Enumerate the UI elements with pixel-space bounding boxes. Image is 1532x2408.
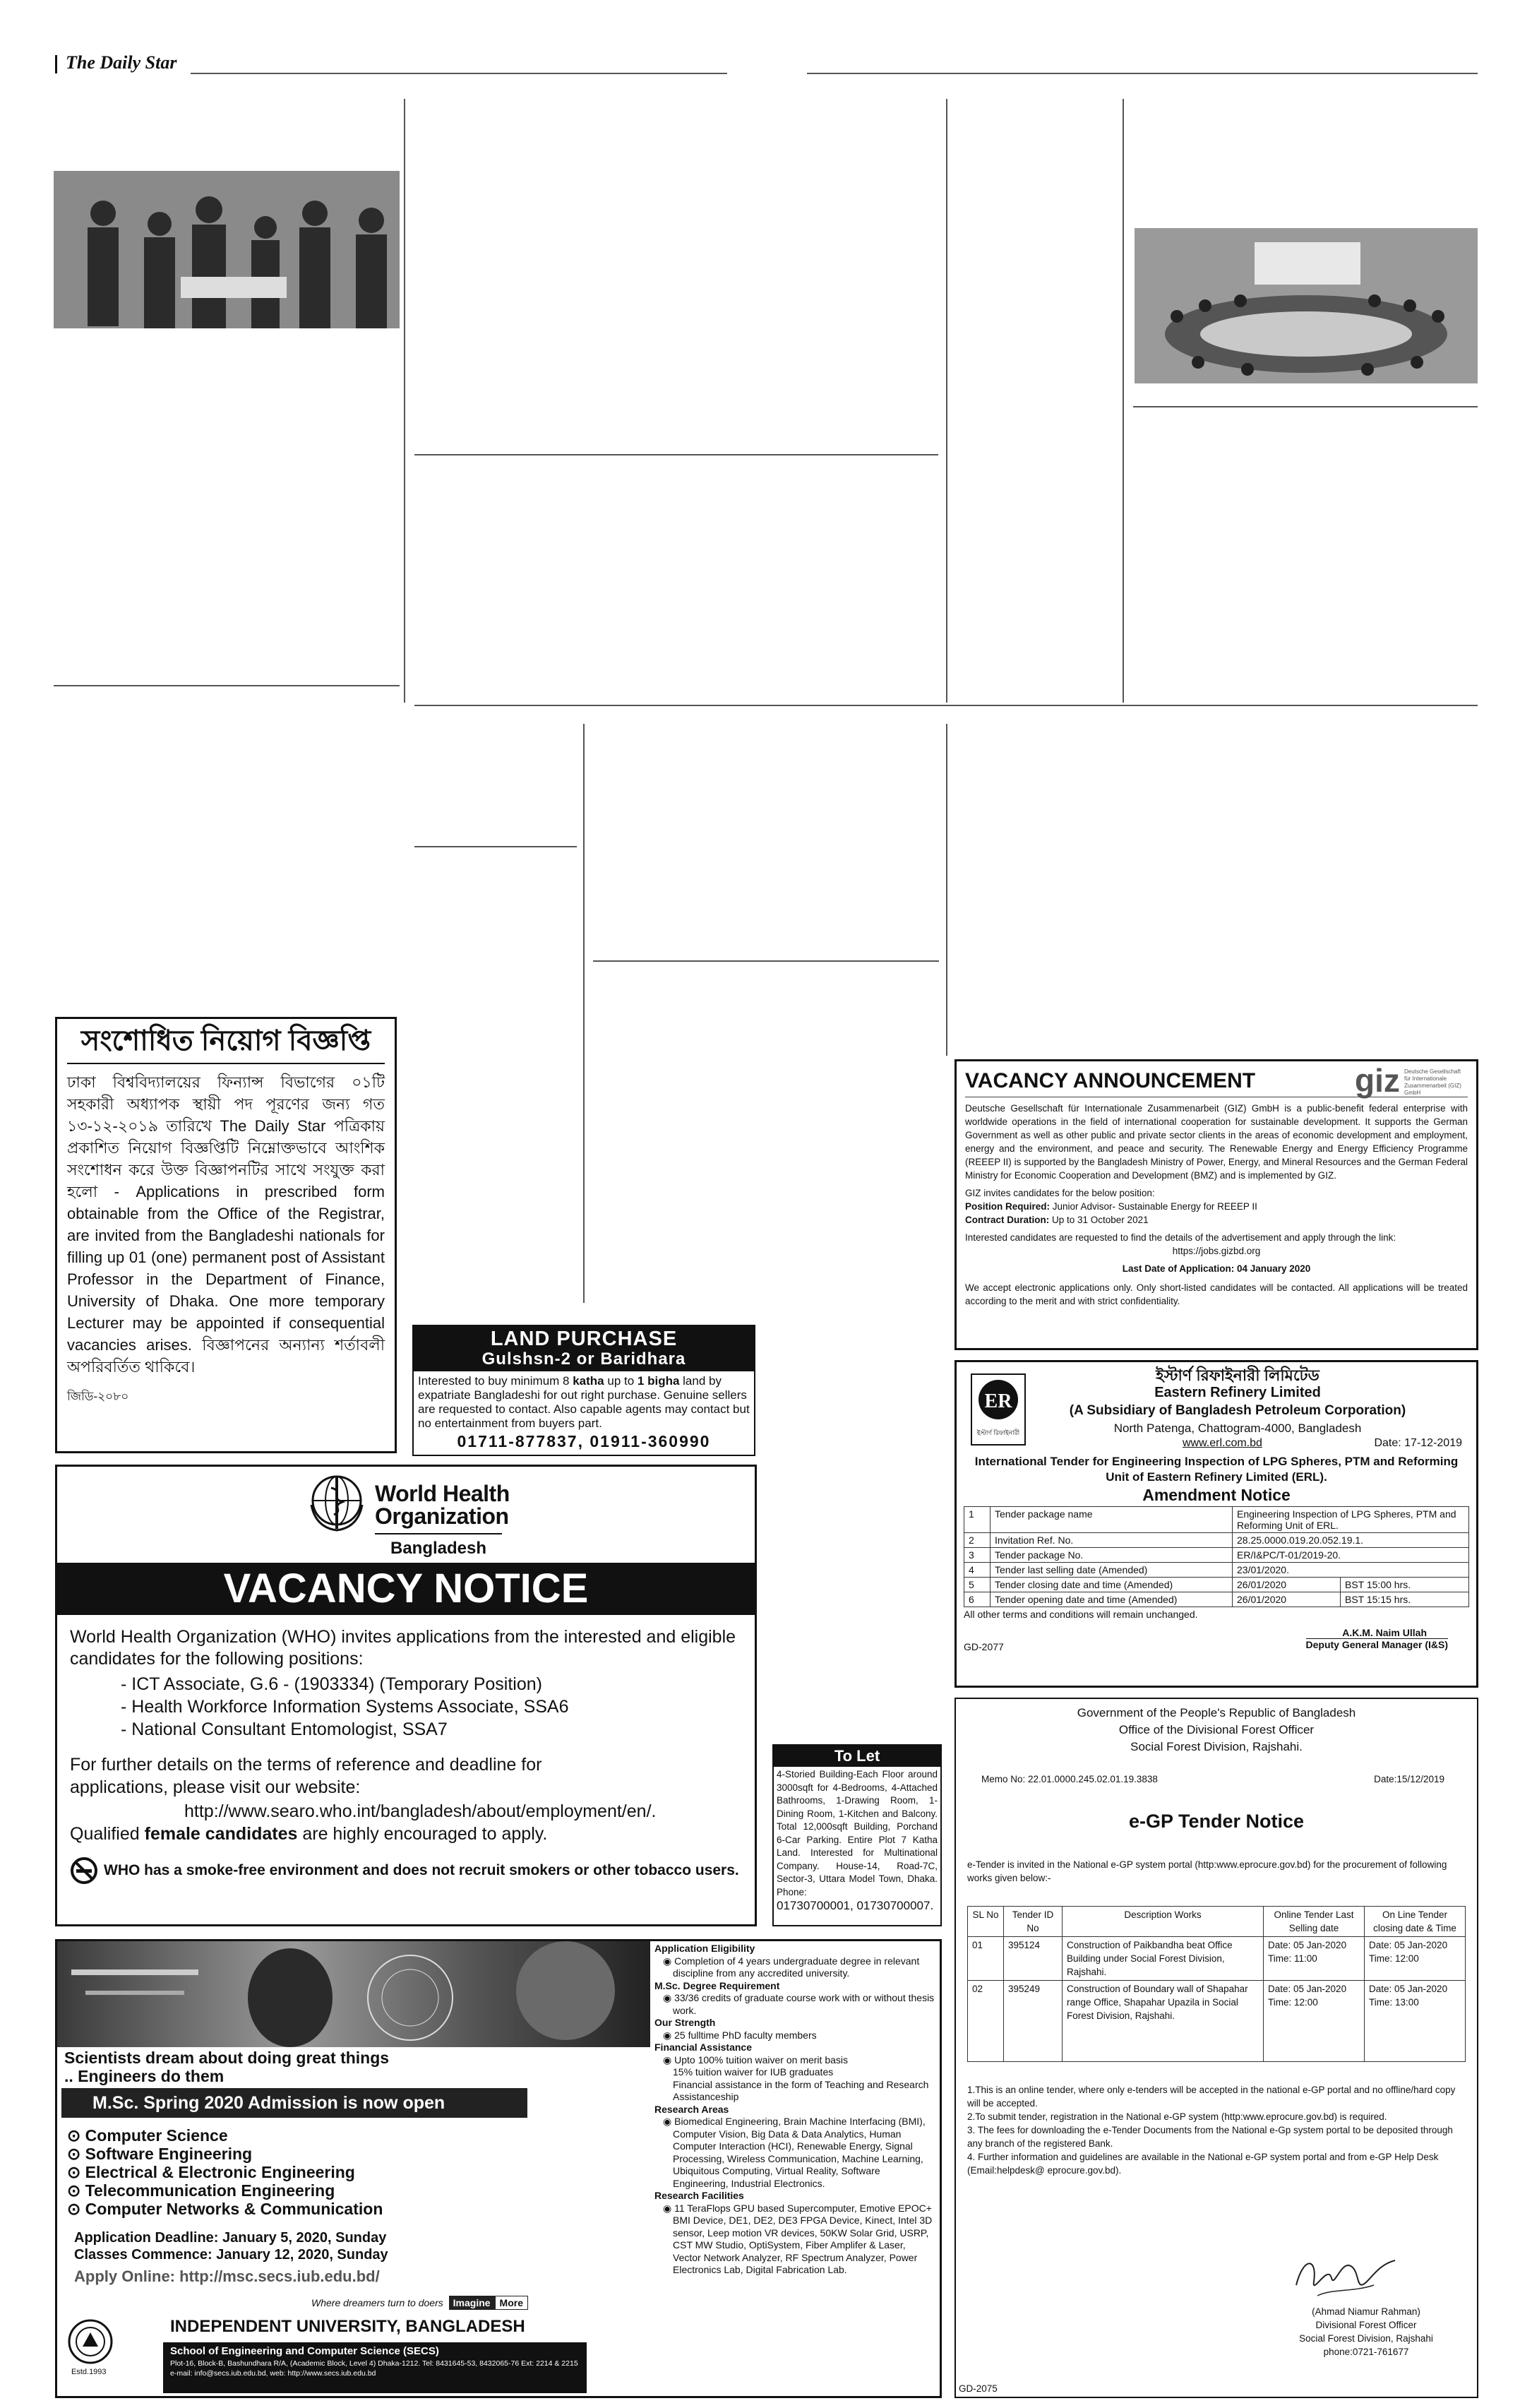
land-ad-phones: 01711-877837, 01911-360990 bbox=[457, 1432, 711, 1450]
iub-program: ⊙ Computer Networks & Communication bbox=[67, 2200, 383, 2218]
table-header-row: SL No Tender ID No Description Works Online Tender Last Selling date On Line Tender closing date & Time bbox=[968, 1907, 1466, 1937]
iub-program: ⊙ Telecommunication Engineering bbox=[67, 2181, 335, 2200]
erl-ref: GD-2077 bbox=[964, 1641, 1004, 1652]
who-position: - Health Workforce Information Systems Associate, SSA6 bbox=[121, 1697, 569, 1717]
signature-icon bbox=[1289, 2243, 1402, 2306]
table-row: 2 Invitation Ref. No. 28.25.0000.019.20.052.19.1. bbox=[964, 1533, 1469, 1548]
iub-program: ⊙ Electrical & Electronic Engineering bbox=[67, 2163, 355, 2181]
bullet-icon: ⊙ bbox=[67, 2145, 85, 2163]
iub-section: M.Sc. Degree Requirement ◉ 33/36 credits of graduate course work with or without thesis work. bbox=[654, 1979, 935, 2016]
bullet-icon: ◉ bbox=[663, 2029, 675, 2041]
giz-position: Position Required: Junior Advisor- Sustainable Energy for REEEP II bbox=[965, 1201, 1257, 1212]
bullet-icon: ⊙ bbox=[67, 2126, 85, 2145]
giz-duration: Contract Duration: Up to 31 October 2021 bbox=[965, 1215, 1149, 1225]
giz-logo: giz bbox=[1355, 1062, 1400, 1099]
column-divider bbox=[946, 99, 947, 703]
news-photo bbox=[54, 171, 400, 328]
iub-program: ⊙ Software Engineering bbox=[67, 2145, 253, 2163]
iub-address: Plot-16, Block-B, Bashundhara R/A, (Academic Block, Level 4) Dhaka-1212. Tel: 8431645-53, 8432065-76 Ext: 2214 & 2215 e-mail: info@secs.iub.edu.bd, web: http://www.secs.iub.edu.bd bbox=[170, 2359, 578, 2378]
iub-programs bbox=[67, 2126, 383, 2218]
forest-note: 2.To submit tender, registration in the National e-GP system (http:www.eprocure.gov.bd) is required. bbox=[967, 2111, 1387, 2122]
who-url[interactable]: http://www.searo.who.int/bangladesh/about/employment/en/. bbox=[184, 1801, 657, 1821]
erl-header bbox=[1006, 1366, 1469, 1437]
land-ad-subtitle: Gulshsn-2 or Baridhara bbox=[481, 1349, 686, 1369]
erl-logo-icon bbox=[974, 1375, 1023, 1424]
tolet-phones: 01730700001, 01730700007. bbox=[777, 1899, 934, 1912]
iub-logo-icon bbox=[67, 2318, 114, 2365]
erl-notice bbox=[954, 1360, 1478, 1688]
table-row: 4 Tender last selling date (Amended) 23/01/2020. bbox=[964, 1563, 1469, 1578]
who-positions bbox=[121, 1673, 569, 1741]
forest-memo: Memo No: 22.01.0000.245.02.01.19.3838 bbox=[981, 1774, 1158, 1784]
iub-university: INDEPENDENT UNIVERSITY, BANGLADESH bbox=[170, 2317, 525, 2336]
giz-last-date: Last Date of Application: 04 January 2020 bbox=[1122, 1263, 1311, 1274]
who-qualified: Qualified female candidates are highly encouraged to apply. bbox=[70, 1824, 548, 1844]
erl-logo: ER ইস্টার্ণ রিফাইনারী bbox=[971, 1373, 1026, 1446]
iub-hero-graphic-icon bbox=[57, 1941, 650, 2047]
who-banner: VACANCY NOTICE bbox=[57, 1563, 755, 1615]
who-position: - National Consultant Entomologist, SSA7 bbox=[121, 1719, 448, 1739]
header-rule-right bbox=[807, 73, 1478, 74]
column-divider bbox=[404, 99, 405, 703]
iub-imagine: Imagine bbox=[449, 2296, 495, 2310]
photo-people-icon bbox=[54, 171, 400, 328]
forest-intro: e-Tender is invited in the National e-GP system portal (http:www.eprocure.gov.bd) for the procurement of following works given below:- bbox=[967, 1859, 1447, 1883]
giz-logo-sub: Deutsche Gesellschaft für Internationale Zusammenarbeit (GIZ) GmbH bbox=[1404, 1068, 1461, 1096]
erl-amendment-title: Amendment Notice bbox=[1142, 1486, 1291, 1504]
news-photo bbox=[1135, 228, 1478, 383]
iub-tagline: Scientists dream about doing great things .. Engineers do them bbox=[64, 2049, 390, 2085]
bullet-icon: ⊙ bbox=[67, 2163, 85, 2181]
iub-slogan: Where dreamers turn to doers Imagine More bbox=[311, 2297, 528, 2308]
who-logo-icon bbox=[304, 1472, 369, 1533]
iub-section: Financial Assistance ◉ Upto 100% tuition waiver on merit basis 15% tuition waiver for IUB graduates Financial assistance in the form of Teaching and Research Assistanceship bbox=[654, 2042, 929, 2102]
erl-name: Eastern Refinery Limited bbox=[1154, 1385, 1321, 1400]
erl-table bbox=[964, 1506, 1469, 1607]
land-ad-title: LAND PURCHASE bbox=[490, 1328, 678, 1350]
tolet-title: To Let bbox=[774, 1746, 940, 1767]
erl-date: Date: 17-12-2019 bbox=[1374, 1437, 1462, 1449]
bullet-icon: ⊙ bbox=[67, 2200, 85, 2218]
iub-section: Our Strength ◉ 25 fulltime PhD faculty members bbox=[654, 2017, 817, 2041]
iub-school: School of Engineering and Computer Science (SECS) bbox=[170, 2345, 439, 2357]
erl-signer: A.K.M. Naim Ullah bbox=[1342, 1627, 1427, 1638]
bullet-icon: ◉ bbox=[663, 2116, 675, 2127]
giz-interested: Interested candidates are requested to find the details of the advertisement and apply through the link: bbox=[965, 1232, 1396, 1243]
du-notice-title: সংশোধিত নিয়োগ বিজ্ঞপ্তি bbox=[67, 1023, 385, 1064]
giz-link[interactable]: https://jobs.gizbd.org bbox=[1172, 1246, 1261, 1256]
land-ad bbox=[412, 1325, 755, 1456]
section-rule bbox=[54, 685, 400, 686]
bullet-icon: ◉ bbox=[663, 1955, 675, 1967]
forest-notes bbox=[967, 2083, 1466, 2177]
column-divider bbox=[1123, 99, 1124, 703]
iub-apply-link[interactable]: Apply Online: http://msc.secs.iub.edu.bd/ bbox=[74, 2267, 380, 2285]
giz-invites: GIZ invites candidates for the below position: bbox=[965, 1188, 1155, 1198]
giz-footer: We accept electronic applications only. Only short-listed candidates will be contacted. All applications will be treated according to the merit and with strict confidentiality. bbox=[965, 1282, 1468, 1306]
iub-admission-banner: M.Sc. Spring 2020 Admission is now open bbox=[61, 2088, 527, 2118]
forest-title: e-GP Tender Notice bbox=[1128, 1811, 1305, 1832]
forest-tender bbox=[954, 1698, 1478, 2398]
tolet-body: 4-Storied Building-Each Floor around 3000sqft for 4-Bedrooms, 4-Attached Bathrooms, 1-Drawing Room, 1-Dining Room, 1-Kitchen and Balcony. Total 12,000sqft Building, Porchand 6-Car Parking. Entire Plot 7 Katha Land. Interested for Multinational Company. House-14, Road-7C, Sector-3, Uttara Model Town, Dhaka. Phone: bbox=[777, 1769, 938, 1897]
iub-ad bbox=[55, 1939, 942, 2398]
iub-program: ⊙ Computer Science bbox=[67, 2126, 228, 2145]
who-details: For further details on the terms of reference and deadline for applications, please visit our website: bbox=[70, 1755, 542, 1797]
iub-section: Research Areas ◉ Biomedical Engineering, Brain Machine Interfacing (BMI), Computer Vision, Big Data & Data Analytics, Human Computer Interaction (HCI), Renewable Energy, Signal Processing, Wireless Communication, Machine Learning, Ubiquitous Computing, Virtual Reality, Software Engineering, Industrial Electronics. bbox=[654, 2103, 926, 2189]
photo-conference-icon bbox=[1135, 228, 1478, 383]
du-notice-bn-outro: বিজ্ঞাপনের অন্যান্য শর্তাবলী অপরিবর্তিত থাকিবে। bbox=[67, 1336, 385, 1376]
table-row: 3 Tender package No. ER/I&PC/T-01/2019-20. bbox=[964, 1548, 1469, 1563]
table-row: 01 395124 Construction of Paikbandha beat Office Building under Social Forest Division, Rajshahi. Date: 05 Jan-2020 Time: 11:00 Date: 05 Jan-2020 Time: 12:00 bbox=[968, 1937, 1466, 1981]
du-notice-en-body: Applications in prescribed form obtainable from the Office of the Registrar, are invited from the Bangladeshi nationals for filling up 01 (one) permanent post of Assistant Professor in the Department of Finance, University of Dhaka. One more temporary Lecturer may be appointed if consequential vacancies arises. bbox=[67, 1183, 385, 1354]
iub-dates: Application Deadline: January 5, 2020, Sunday Classes Commence: January 12, 2020, Sunday bbox=[74, 2230, 388, 2263]
iub-section: Application Eligibility ◉ Completion of 4 years undergraduate degree in relevant discipline from any accredited university. bbox=[654, 1943, 920, 1979]
who-position: - ICT Associate, G.6 - (1903334) (Temporary Position) bbox=[121, 1674, 542, 1694]
bullet-icon: ◉ bbox=[663, 1992, 675, 2003]
forest-table bbox=[967, 1906, 1466, 2062]
table-row: 1 Tender package name Engineering Inspection of LPG Spheres, PTM and Reforming Unit of ERL. bbox=[964, 1507, 1469, 1533]
column-divider bbox=[946, 724, 947, 1056]
who-vacancy bbox=[55, 1465, 757, 1926]
forest-note: 3. The fees for downloading the e-Tender Documents from the National e-Gp system portal to be deposited through any branch of the registered Bank. bbox=[967, 2125, 1453, 2149]
iub-more: More bbox=[495, 2296, 528, 2310]
forest-date: Date:15/12/2019 bbox=[1374, 1774, 1444, 1784]
erl-other-terms: All other terms and conditions will remain unchanged. bbox=[964, 1609, 1198, 1620]
header-rule-left bbox=[191, 73, 727, 74]
du-notice-body bbox=[67, 1071, 385, 1378]
giz-header bbox=[965, 1062, 1468, 1099]
iub-section: Research Facilities ◉ 11 TeraFlops GPU based Supercomputer, Emotive EPOC+ BMI Device, DE1, DE2, DE3 FPGA Device, Kinect, Intel 3D sensor, Leep motion VR devices, 50KW Solar Grid, USRP, CST MW Studio, OptiSystem, Fiber Amplifer & Laser, Vector Network Analyzer, RF Spectrum Analyzer, Power Electronics Lab, Digital Fabrication Lab. bbox=[654, 2190, 933, 2275]
bullet-icon: ◉ bbox=[663, 2202, 675, 2214]
iub-estd: Estd.1993 bbox=[71, 2368, 107, 2376]
du-notice-bn-intro: ঢাকা বিশ্ববিদ্যালয়ের ফিন্যান্স বিভাগের ০১টি সহকারী অধ্যাপক স্থায়ী পদ পূরণের জন্য গত ১৩-১২-২০১৯ তারিখে The Daily Star পত্রিকায় প্রকাশিত নিয়োগ বিজ্ঞপ্তিটি নিম্নোক্তভাবে আংশিক সংশোধন করে উক্ত বিজ্ঞাপনটির সাথে সংযুক্ত করা হলো - bbox=[67, 1073, 385, 1200]
land-ad-body: Interested to buy minimum 8 katha up to 1 bigha land by expatriate Bangladeshi for out right purchase. Genuine sellers are requested to contact. Also capable agents may contact but no entertainment from buyers part. bbox=[418, 1374, 750, 1430]
section-rule bbox=[414, 454, 938, 455]
forest-ref: GD-2075 bbox=[959, 2383, 998, 2394]
section-rule bbox=[414, 846, 577, 847]
erl-bn-name: ইস্টার্ণ রিফাইনারী লিমিটেড bbox=[1156, 1366, 1319, 1384]
no-smoking-icon bbox=[70, 1856, 98, 1885]
who-intro: World Health Organization (WHO) invites applications from the interested and eligible candidates for the following positions: bbox=[70, 1627, 736, 1669]
giz-title: VACANCY ANNOUNCEMENT bbox=[965, 1069, 1256, 1092]
who-country: Bangladesh bbox=[390, 1539, 487, 1558]
column-divider bbox=[583, 724, 585, 1303]
section-rule bbox=[593, 960, 939, 962]
table-row: 02 395249 Construction of Boundary wall of Shapahar range Office, Shapahar Upazila in Social Forest Division, Rajshahi. Date: 05 Jan-2020 Time: 12:00 Date: 05 Jan-2020 Time: 13:00 bbox=[968, 1981, 1466, 2062]
masthead: The Daily Star bbox=[55, 52, 176, 73]
iub-hero-image bbox=[57, 1941, 650, 2047]
giz-body: Deutsche Gesellschaft für Internationale Zusammenarbeit (GIZ) GmbH is a public-benefit federal enterprise with worldwide operations in the field of international cooperation for sustainable development. It supports the German Government as well as other public and private sector clients in the areas of economic development and employment, energy and the environment, and peace and security. The Renewable Energy and Energy Efficiency Programme (REEEP II) is supported by the Bangladesh Ministry of Power, Energy, and Mineral Resources and the German Federal Ministry for Economic Cooperation and Development (BMZ) and is implemented by GIZ. bbox=[965, 1103, 1468, 1181]
who-org-name: World Health Organization bbox=[375, 1481, 510, 1529]
forest-note: 1.This is an online tender, where only e-tenders will be accepted in the national e-GP portal and no offline/hard copy will be accepted. bbox=[967, 2085, 1456, 2109]
erl-web[interactable]: www.erl.com.bd bbox=[1183, 1437, 1262, 1449]
iub-info-column bbox=[654, 1943, 935, 2277]
erl-address: North Patenga, Chattogram-4000, Bangladesh bbox=[1113, 1421, 1362, 1435]
erl-subsidiary: (A Subsidiary of Bangladesh Petroleum Corporation) bbox=[1069, 1403, 1406, 1418]
erl-heading: International Tender for Engineering Inspection of LPG Spheres, PTM and Reforming Unit of Eastern Refinery Limited (ERL). bbox=[974, 1455, 1459, 1484]
du-notice bbox=[55, 1017, 397, 1453]
tolet-ad bbox=[772, 1744, 942, 1926]
forest-header: Government of the People's Republic of Bangladesh Office of the Divisional Forest Officer Social Forest Division, Rajshahi. bbox=[1077, 1706, 1356, 1753]
table-row: 6 Tender opening date and time (Amended) 26/01/2020 BST 15:15 hrs. bbox=[964, 1592, 1469, 1607]
erl-logo-text: ER bbox=[984, 1390, 1012, 1412]
giz-vacancy bbox=[954, 1059, 1478, 1350]
forest-signer: (Ahmad Niamur Rahman) Divisional Forest Officer Social Forest Division, Rajshahi phone:0721-761677 bbox=[1299, 2306, 1433, 2357]
section-rule bbox=[414, 705, 1478, 706]
bullet-icon: ⊙ bbox=[67, 2181, 85, 2200]
du-notice-ref: জিডি-২০৮০ bbox=[67, 1390, 129, 1403]
erl-designation: Deputy General Manager (I&S) bbox=[1305, 1639, 1448, 1650]
table-row: 5 Tender closing date and time (Amended) 26/01/2020 BST 15:00 hrs. bbox=[964, 1578, 1469, 1592]
bullet-icon: ◉ bbox=[663, 2054, 675, 2066]
forest-note: 4. Further information and guidelines are available in the National e-GP system portal and from e-GP Help Desk (Email:helpdesk@ eprocure.gov.bd). bbox=[967, 2152, 1439, 2176]
section-rule bbox=[1133, 406, 1478, 407]
who-smoke-note: WHO has a smoke-free environment and does not recruit smokers or other tobacco users. bbox=[70, 1856, 739, 1885]
iub-footer bbox=[163, 2342, 587, 2393]
